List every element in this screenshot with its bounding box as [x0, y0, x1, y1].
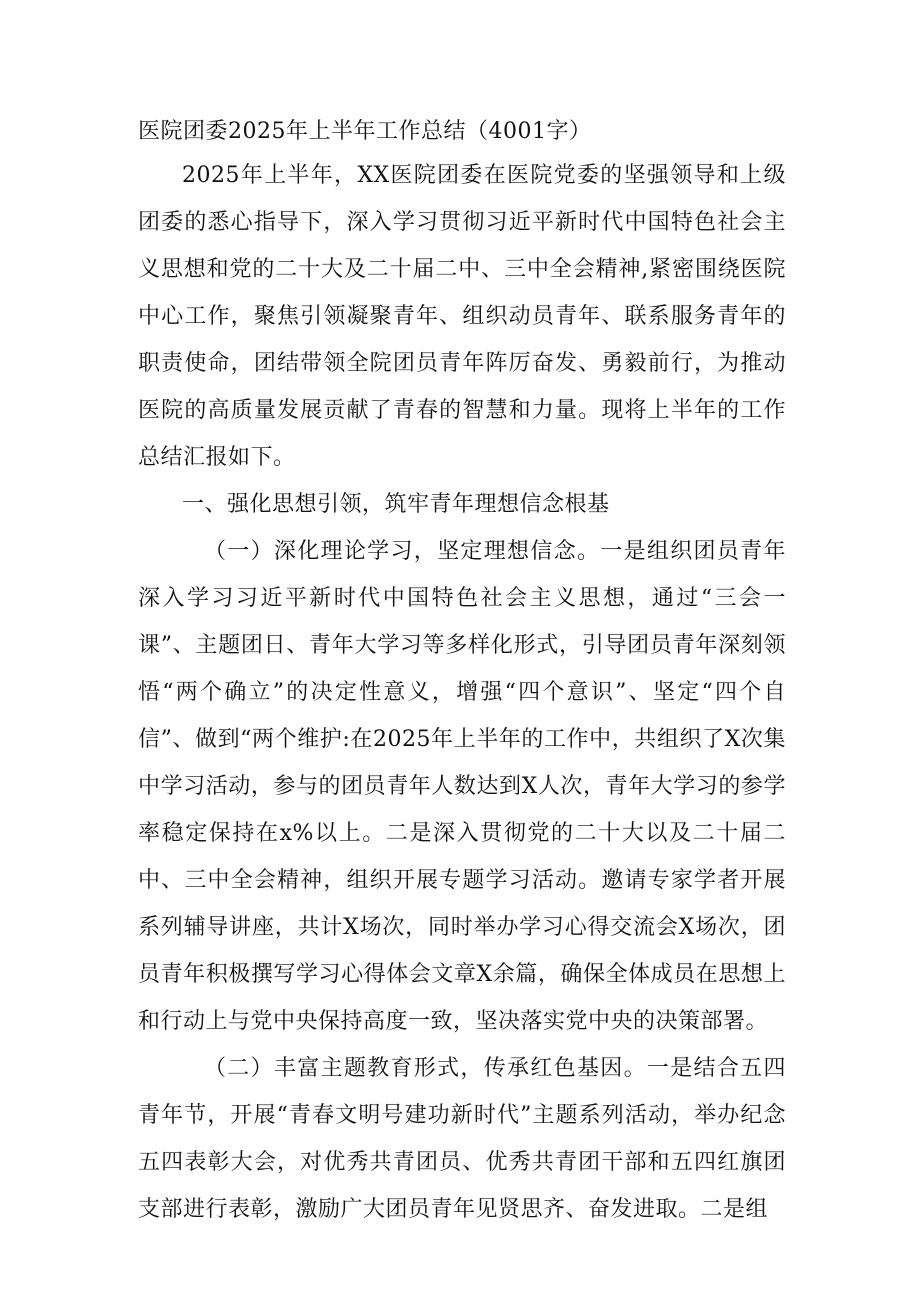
document-body: [138, 112, 786, 1233]
section-1-item-2: （二）丰富主题教育形式，传承红色基因。一是结合五四青年节，开展“青春文明号建功新时代”主题系列活动，举办纪念五四表彰大会，对优秀共青团员、优秀共青团干部和五四红旗团支部进行表彰，激励广大团员青年见贤思齐、奋发进取。二是组: [138, 1056, 786, 1222]
section-1-item-1: （一）深化理论学习，坚定理想信念。一是组织团员青年深入学习习近平新时代中国特色社会主义思想，通过“三会一课”、主题团日、青年大学习等多样化形式，引导团员青年深刻领悟“两个确立”的决定性意义，增强“四个意识”、坚定“四个自信”、做到“两个维护:在2025年上半年的工作中，共组织了X次集中学习活动，参与的团员青年人数达到X人次，青年大学习的参学率稳定保持在x%以上。二是深入贯彻党的二十大以及二十届二中、三中全会精神，组织开展专题学习活动。邀请专家学者开展系列辅导讲座，共计X场次，同时举办学习心得交流会X场次，团员青年积极撰写学习心得体会文章X余篇，确保全体成员在思想上和行动上与党中央保持高度一致，坚决落实党中央的决策部署。: [138, 539, 786, 1034]
section-1-heading: 一、强化思想引领，筑牢青年理想信念根基: [182, 492, 610, 517]
document-title: 医院团委2025年上半年工作总结（4001字）: [138, 119, 592, 144]
intro-paragraph: 2025年上半年，XX医院团委在医院党委的坚强领导和上级团委的悉心指导下，深入学习贯彻习近平新时代中国特色社会主义思想和党的二十大及二十届二中、三中全会精神,紧密围绕医院中心工作，聚焦引领凝聚青年、组织动员青年、联系服务青年的职责使命，团结带领全院团员青年阵厉奋发、勇毅前行，为推动医院的高质量发展贡献了青春的智慧和力量。现将上半年的工作总结汇报如下。: [138, 163, 786, 470]
